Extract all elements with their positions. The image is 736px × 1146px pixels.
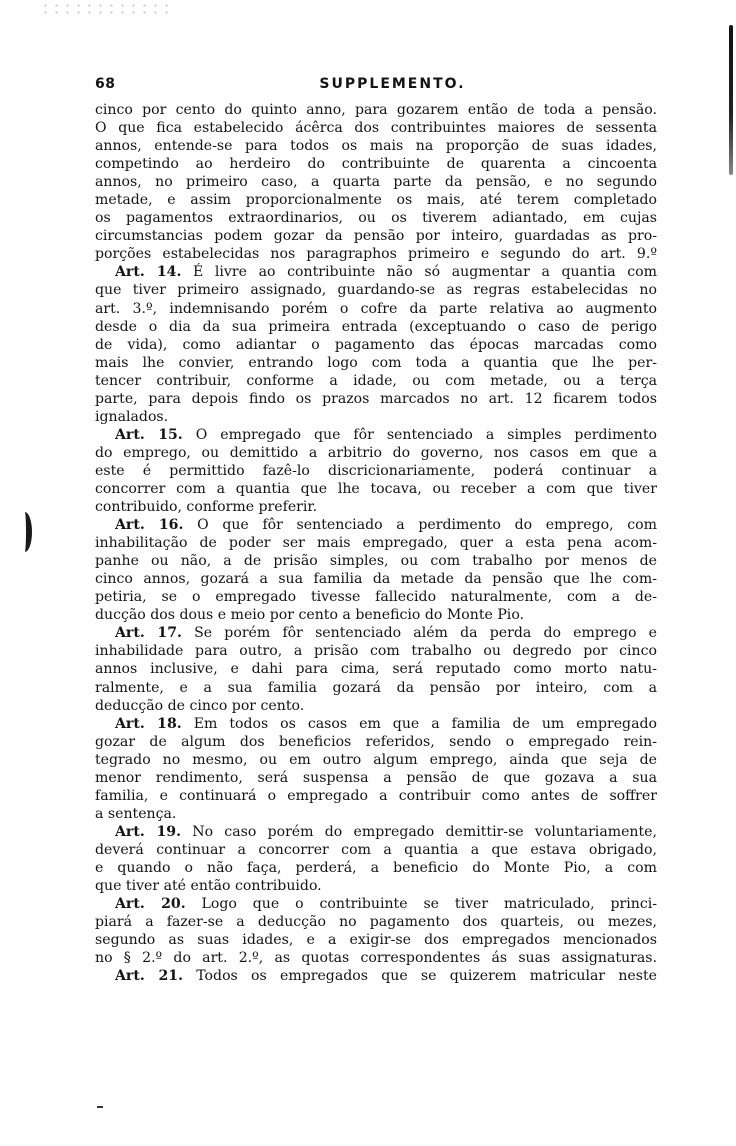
scan-edge-line [729, 25, 733, 175]
text-line [95, 534, 657, 552]
article-label: Art. 21. [115, 968, 183, 985]
line-text: ignalados. [95, 408, 169, 425]
article-label: Art. 17. [115, 625, 182, 642]
text-line [95, 227, 657, 245]
line-text: tencer contribuir, conforme a idade, ou com metade, ou a terça [95, 372, 657, 389]
article-first-line [95, 715, 657, 733]
article-first-line [95, 624, 657, 642]
article-label: Art. 19. [115, 823, 181, 840]
article-first-line [95, 823, 657, 841]
line-text: cinco annos, gozará a sua familia da metade da pensão que lhe com- [95, 571, 657, 588]
line-text: concorrer com a quantia que lhe tocava, ou receber a com que tiver [95, 480, 657, 497]
line-text: cinco por cento do quinto anno, para gozarem então de toda a pensão. [95, 102, 657, 118]
line-text: e quando o não faça, perderá, a beneficio do Monte Pio, a com [95, 859, 657, 876]
article-first-line [95, 967, 657, 985]
line-text: É livre ao contribuinte não só augmentar a quantia com [193, 264, 657, 281]
text-line [95, 751, 657, 769]
text-line [95, 372, 657, 390]
text-line [95, 300, 657, 318]
text-line [95, 354, 657, 372]
text-line [95, 769, 657, 787]
line-text: de vida), como adiantar o pagamento das épocas marcadas como [95, 336, 657, 353]
line-text: do emprego, ou demittido a arbitrio do governo, nos casos em que a [95, 444, 657, 461]
binding-shadow-mark [20, 512, 32, 552]
article-first-line [95, 516, 657, 534]
scan-specks [40, 0, 170, 14]
line-text: piará a fazer-se a deducção no pagamento dos quarteis, ou mezes, [95, 914, 657, 931]
text-line [95, 606, 657, 624]
text-line [95, 173, 657, 191]
line-text: desde o dia da sua primeira entrada (exceptuando o caso de perigo [95, 318, 657, 335]
line-text: art. 3.º, indemnisando porém o cofre da parte relativa ao augmento [95, 300, 657, 317]
line-text: Em todos os casos em que a familia de um empregado [193, 715, 657, 732]
line-text: inhabilitação de poder ser mais empregado, quer a esta pena acom- [95, 535, 657, 552]
text-line [95, 191, 657, 209]
line-text: No caso porém do empregado demittir-se voluntariamente, [192, 823, 657, 840]
line-text: panhe ou não, a de prisão simples, ou com trabalho por menos de [95, 553, 657, 570]
line-text: porções estabelecidas nos paragraphos primeiro e segundo do art. 9.º [95, 246, 657, 263]
article-label: Art. 15. [115, 426, 183, 443]
text-line [95, 841, 657, 859]
text-line [95, 570, 657, 588]
line-text: parte, para depois findo os prazos marcados no art. 12 ficarem todos [95, 390, 657, 407]
text-line [95, 588, 657, 606]
text-line [95, 281, 657, 299]
text-line [95, 913, 657, 931]
line-text: circumstancias podem gozar da pensão por inteiro, guardadas as pro- [95, 228, 657, 245]
text-line [95, 336, 657, 354]
page-number: 68 [95, 76, 116, 92]
text-line [95, 949, 657, 967]
line-text: a sentença. [95, 805, 177, 822]
text-line [95, 498, 657, 516]
text-line [95, 679, 657, 697]
line-text: segundo as suas idades, e a exigir-se dos empregados mencionados [95, 932, 657, 949]
text-line [95, 155, 657, 173]
line-text: menor rendimento, será suspensa a pensão de que gozava a sua [95, 769, 657, 786]
article-first-line [95, 895, 657, 913]
article-first-line [95, 263, 657, 281]
line-text: este é permittido fazê-lo discricionariamente, poderá continuar a [95, 462, 657, 479]
line-text: annos inclusive, e dahi para cima, será reputado como morto natu- [95, 661, 657, 678]
text-line [95, 805, 657, 823]
line-text: ducção dos dous e meio por cento a beneficio do Monte Pio. [95, 607, 525, 624]
line-text: Logo que o contribuinte se tiver matriculado, princi- [201, 896, 657, 913]
text-line [95, 733, 657, 751]
text-line [95, 245, 657, 263]
text-line [95, 390, 657, 408]
line-text: que tiver até então contribuido. [95, 878, 322, 895]
line-text: no § 2.º do art. 2.º, as quotas correspondentes ás suas assignaturas. [95, 950, 657, 967]
text-line [95, 137, 657, 155]
text-line [95, 408, 657, 426]
line-text: os pagamentos extraordinarios, ou os tiverem adiantado, em cujas [95, 210, 657, 227]
line-text: O que fica estabelecido ácêrca dos contribuintes maiores de sessenta [95, 120, 657, 137]
article-label: Art. 14. [115, 264, 182, 281]
line-text: Se porém fôr sentenciado além da perda do emprego e [194, 625, 657, 642]
text-line [95, 480, 657, 498]
line-text: O que fôr sentenciado a perdimento do emprego, com [197, 517, 657, 534]
text-line [95, 931, 657, 949]
line-text: annos, no primeiro caso, a quarta parte da pensão, e no segundo [95, 174, 657, 191]
line-text: ralmente, e a sua familia gozará da pensão por inteiro, com a [95, 679, 657, 696]
line-text: que tiver primeiro assignado, guardando-se as regras estabelecidas no [95, 282, 657, 299]
line-text: tegrado no mesmo, ou em outro algum emprego, ainda que seja de [95, 751, 657, 768]
text-line [95, 552, 657, 570]
text-line [95, 444, 657, 462]
text-line [95, 859, 657, 877]
text-line [95, 462, 657, 480]
text-line [95, 209, 657, 227]
line-text: familia, e continuará o empregado a contribuir como antes de soffrer [95, 787, 657, 804]
text-line [95, 697, 657, 715]
line-text: annos, entende-se para todos os mais na proporção de suas idades, [95, 138, 657, 155]
text-line [95, 877, 657, 895]
text-line [95, 642, 657, 660]
text-line [95, 318, 657, 336]
text-line [95, 787, 657, 805]
article-first-line [95, 426, 657, 444]
line-text: deducção de cinco por cento. [95, 697, 305, 714]
scan-dash-mark [97, 1106, 103, 1108]
running-head [95, 76, 660, 96]
line-text: metade, e assim proporcionalmente os mais, até terem completado [95, 192, 657, 209]
line-text: competindo ao herdeiro do contribuinte de quarenta a cincoenta [95, 156, 657, 173]
running-title: SUPPLEMENTO. [319, 76, 466, 92]
text-line [95, 101, 657, 119]
body-text [95, 101, 657, 985]
line-text: inhabilidade para outro, a prisão com trabalho ou degredo por cinco [95, 643, 657, 660]
line-text: Todos os empregados que se quizerem matricular neste [196, 968, 657, 985]
line-text: deverá continuar a concorrer com a quantia a que estava obrigado, [95, 841, 657, 858]
line-text: mais lhe convier, entrando logo com toda a quantia que lhe per- [95, 354, 657, 371]
line-text: contribuido, conforme preferir. [95, 499, 318, 516]
article-label: Art. 20. [115, 896, 186, 913]
article-label: Art. 16. [115, 517, 184, 534]
text-line [95, 119, 657, 137]
line-text: O empregado que fôr sentenciado a simples perdimento [195, 426, 657, 443]
line-text: gozar de algum dos beneficios referidos, sendo o empregado rein- [95, 733, 657, 750]
line-text: petiria, se o empregado tivesse fallecido naturalmente, com a de- [95, 589, 657, 606]
article-label: Art. 18. [115, 715, 182, 732]
text-line [95, 660, 657, 678]
